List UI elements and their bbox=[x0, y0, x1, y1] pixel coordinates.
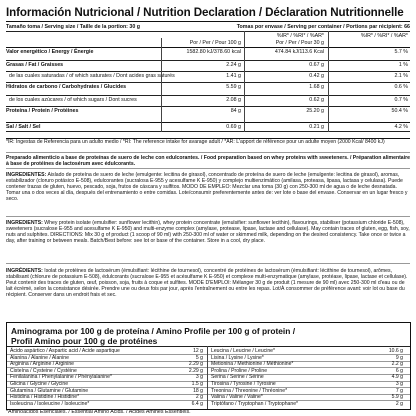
amino-acid-value: 2 g bbox=[195, 394, 203, 401]
nutrient-label: Valor energético / Energy / Énergie bbox=[6, 49, 94, 55]
amino-acid-name: Triptófano / Tryptophan / Tryptophane* bbox=[211, 400, 299, 407]
amino-acid-value: 3 g bbox=[395, 381, 403, 387]
amino-acid-value: 9 g bbox=[395, 354, 403, 361]
ingredients-es bbox=[6, 172, 410, 202]
amino-acid-value: 12 g bbox=[193, 348, 203, 354]
nutrient-value-100g: 0.69 g bbox=[226, 124, 241, 130]
amino-acid-value: 2.2 g bbox=[391, 361, 403, 368]
nutrient-value-100g: 1582.80 kJ/378.60 kcal bbox=[186, 49, 241, 55]
servings-per-container: Tomas por envase / Serving per container / Portions par récipient: 66 bbox=[236, 24, 410, 30]
nutrient-row-divider bbox=[6, 71, 410, 72]
column-separator bbox=[161, 38, 162, 132]
nutrient-value-30g: 0.62 g bbox=[309, 97, 324, 103]
nutrient-ir-30g: 2.1 % bbox=[394, 73, 408, 79]
ingredients-fr-label: INGRÉDIENTS: bbox=[6, 268, 43, 274]
column-30g-header: Por / Per / Pour 30 g bbox=[275, 40, 324, 46]
serving-size: Tamaño toma / Serving size / Taille de la portion: 30 g bbox=[6, 24, 141, 30]
nutrient-ir-30g: 4.2 % bbox=[394, 124, 408, 130]
nutrient-label: Grasas / Fat / Graisses bbox=[6, 62, 64, 68]
amino-acid-name: Arginina / Arginine / Arginine bbox=[10, 361, 74, 368]
nutrient-label: de los cuales azúcares / of which sugars / Dont sucres bbox=[9, 97, 137, 103]
nutrient-label: Sal / Salt / Sel bbox=[6, 124, 41, 130]
nutrient-row-divider bbox=[6, 131, 410, 132]
column-separator bbox=[328, 31, 329, 132]
nutrient-row-divider bbox=[6, 82, 410, 83]
ir-header-1: %IR* / %RI* / %AR* bbox=[276, 33, 324, 39]
nutrient-ir-30g: 0.6 % bbox=[394, 84, 408, 90]
nutrient-ir-30g: 50.4 % bbox=[391, 108, 408, 114]
ir-header-2: %IR* / %RI* / %AR* bbox=[360, 33, 408, 39]
amino-acid-name: Fenilalanina / Phenylalanine / Phénylalanine* bbox=[10, 374, 112, 381]
nutrient-ir-30g: 0.7 % bbox=[394, 97, 408, 103]
amino-acid-value: 1.5 g bbox=[191, 381, 203, 387]
amino-title-line-1: Aminograma por 100 g de proteína / Amino Profile per 100 g of protein / bbox=[11, 326, 296, 336]
ingredients-fr-text: Isolat de protéines de lactosérum (émulsifiant: lécithine de tournesol), concentré de protéines de lactosérum (émulsifiant: lécithine de tournesol), arômes, stabilisant (chlorure de potassium E-508), édulcorants (sucralose E-955 et acésulfame K E-950) et complexe multi-enzymatique (amylase, protéase, lipase, lactase et cellulase). Peut contenir des traces de gluten, œuf, poisson, soja, fruits à coque et sulfites. MODE D'EMPLOI: Mélanger 30 g de produit (1 mesure de 90 ml) avec 250-300 ml d'eau ou de lait écrémé, selon la consistance désirée. Prendre une ou deux fois par jour, après l'entraînement ou entre les repas. Lot/À consommer de préférence avant: voir lot ou base du récipient. Conserver dans un endroit frais et sec. bbox=[6, 268, 408, 299]
amino-acid-value: 4.9 g bbox=[391, 374, 403, 381]
preparation-text: Preparado alimenticio a base de proteínas de suero de leche con edulcorantes. / Food preparation based on whey proteins with sweeteners. / Préparation alimentaire à base de protéines de lactosérum avec édulcorants. bbox=[6, 155, 410, 168]
en-divider bbox=[6, 263, 410, 264]
ingredients-es-label: INGREDIENTES: bbox=[6, 172, 47, 178]
amino-acid-name: Leucina / Leucine / Leucine* bbox=[211, 348, 276, 354]
amino-acid-name: Serina / Serine / Sérine bbox=[211, 374, 264, 381]
amino-acid-name: Glutamina / Glutamine / Glutamine bbox=[10, 387, 89, 394]
prep-divider bbox=[6, 168, 410, 169]
amino-acid-value: 2.29 g bbox=[188, 361, 203, 368]
amino-acid-value: 6.4 g bbox=[191, 400, 203, 407]
amino-acid-name: Cisteína / Cysteine / Cystéine bbox=[10, 367, 77, 374]
nutrient-ir-30g: 1 % bbox=[398, 62, 408, 68]
nutrient-row-divider bbox=[6, 95, 410, 96]
amino-acid-name: Glicina / Glycine / Glycine bbox=[10, 381, 69, 387]
nutrient-value-30g: 0.21 g bbox=[309, 124, 324, 130]
amino-acid-value: 5.9 g bbox=[391, 394, 403, 401]
page-title: Información Nutricional / Nutrition Declaration / Déclaration Nutritionnelle bbox=[6, 6, 404, 19]
footnote-divider bbox=[6, 152, 410, 153]
ir-footnote: *IR: Ingestas de Referencia para un adulto medio / *RI: The reference intake for avarage adult / *AR: L'apport de référence pour un adulte moyen (2000 Kcal/ 8400 kJ) bbox=[6, 139, 385, 145]
amino-footnote: *Aminoácidos Esenciales. / Essential Amino Acids. / Acides Aminés Essentiels. bbox=[6, 409, 191, 415]
serving-divider bbox=[6, 31, 410, 32]
amino-acid-name: Treonina / Threonine / Thréonine* bbox=[211, 387, 288, 394]
nutrient-value-30g: 0.42 g bbox=[309, 73, 324, 79]
nutrient-value-30g: 1.68 g bbox=[309, 84, 324, 90]
nutrient-value-30g: 25.20 g bbox=[306, 108, 324, 114]
nutrient-label: Proteína / Protein / Protéines bbox=[6, 108, 79, 114]
amino-acid-name: Histidina / Histidine / Histidine* bbox=[10, 394, 80, 401]
column-100g-header: Por / Per / Pour 100 g bbox=[189, 40, 241, 46]
amino-acid-name: Isoleucina / Isoleucine / Isoleucine* bbox=[10, 400, 90, 407]
ingredients-es-text: Aislado de proteína de suero de leche (emulgente: lecitina de girasol), concentrado de proteína de suero de leche (emulgente: lecitina de girasol), aromas, estabilizador (cloruro potásico E-508), edulcorantes (sucralosa E-955 y acesulfame K E-950) y complejo multienzimático (amilasa, proteasa, lipasa, lactasa y celulasa). Puede contener trazas de gluten, huevo, pescado, soja, frutos de cáscara y sulfitos. MODO DE EMPLEO: Mezclar una toma (30 g) con 250-300 ml de agua o de leche desnatada. Tomar una o dos veces al día, después del entrenamiento o entre comidas. Lote/consumir preferentemente antes de: ver lote o base del envase. Conservar en un lugar fresco y seco. bbox=[6, 172, 408, 203]
nutrient-label: Hidratos de carbono / Carbohydrates / Glucides bbox=[6, 84, 127, 90]
column-separator bbox=[244, 31, 245, 132]
amino-acid-name: Metionina / Methionine / Méthionine* bbox=[211, 361, 294, 368]
amino-acid-value: 2.29 g bbox=[188, 367, 203, 374]
amino-acid-name: Ácido aspártico / Aspartic acid / Acide aspartique bbox=[10, 348, 120, 354]
nutrient-value-30g: 474.84 kJ/113.6 Kcal bbox=[274, 49, 324, 55]
amino-acid-name: Alanina / Alanine / Alanine bbox=[10, 354, 69, 361]
nutrient-value-100g: 2.08 g bbox=[226, 97, 241, 103]
ingredients-fr bbox=[6, 268, 410, 298]
es-divider bbox=[6, 216, 410, 217]
amino-acid-value: 2 g bbox=[395, 400, 403, 407]
amino-title-line-2: Profil Amino pour 100 g de protéines bbox=[11, 336, 158, 346]
amino-acid-value: 3 g bbox=[195, 374, 203, 381]
nutrient-row-divider bbox=[6, 106, 410, 107]
nutrient-value-100g: 1.41 g bbox=[226, 73, 241, 79]
amino-acid-name: Prolina / Proline / Proline bbox=[211, 367, 268, 374]
nutrient-ir-30g: 5.7 % bbox=[394, 49, 408, 55]
amino-acid-name: Tirosina / Tyrosine / Tyrosine bbox=[211, 381, 276, 387]
amino-acid-name: Valina / Valine / Valine* bbox=[211, 394, 263, 401]
amino-acid-value: 18 g bbox=[193, 387, 203, 394]
nutrient-value-30g: 0.67 g bbox=[309, 62, 324, 68]
nutrient-row-divider bbox=[6, 122, 410, 123]
nutrient-value-100g: 5.59 g bbox=[226, 84, 241, 90]
amino-acid-value: 6 g bbox=[395, 367, 403, 374]
amino-acid-name: Lisina / Lysine / Lysine* bbox=[211, 354, 264, 361]
amino-acid-value: 7 g bbox=[395, 387, 403, 394]
nutrient-value-100g: 2.24 g bbox=[226, 62, 241, 68]
nutrient-value-100g: 84 g bbox=[230, 108, 241, 114]
ingredients-en-text: Whey protein isolate (emulsifier: sunflower lecithin), whey protein concentrate (emulsifier: sunflower lecithin), flavourings, stabiliser (potassium chloride E-508), sweeteners (sucralose E-955 and acesulfame K E-950) and multi-enzyme complex (amylase, protease, lipase, lactase and cellulase). May contain traces of gluten, egg, fish, soy, nuts and sulphites. DIRECTIONS: Mix 30 g of product (1 scoop of 90 ml) with 250-300 ml of water or skimmed milk, depending on the desired consistency. Take once or twice a day, after training or between meals. Batch/Best before: see lot or base of the container. Store in a cool, dry place. bbox=[6, 220, 410, 245]
ingredients-en bbox=[6, 220, 410, 244]
title-divider bbox=[6, 21, 410, 22]
amino-acid-value: 5 g bbox=[195, 354, 203, 361]
amino-title-divider bbox=[7, 346, 410, 347]
amino-acid-value: 10.6 g bbox=[388, 348, 403, 354]
ingredients-en-label: INGREDIENTS: bbox=[6, 220, 43, 226]
nutrient-label: de las cuales saturadas / of which saturates / Dont acides gras saturés bbox=[9, 73, 175, 79]
nutrition-label bbox=[6, 0, 410, 416]
nutrient-row-divider bbox=[6, 60, 410, 61]
amino-profile-box bbox=[6, 322, 411, 410]
header-divider bbox=[6, 47, 410, 48]
